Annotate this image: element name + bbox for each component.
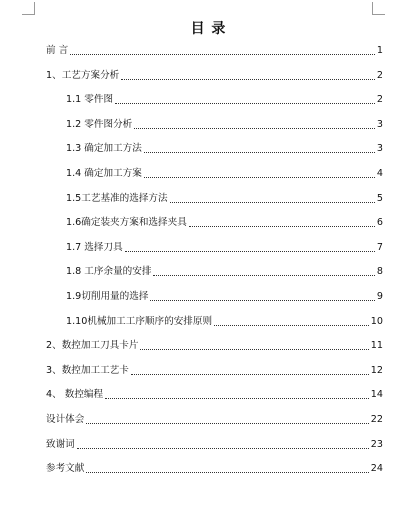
toc-dot-leader [170, 201, 375, 203]
toc-entry-label: 2、数控加工刀具卡片 [46, 340, 139, 352]
toc-entry-page-number: 4 [376, 168, 383, 179]
toc-entry[interactable] [66, 91, 383, 107]
toc-dot-leader [131, 373, 369, 375]
toc-entry[interactable] [46, 362, 383, 378]
crop-mark-top-right [372, 2, 385, 15]
toc-entry-label: 4、 数控编程 [46, 389, 104, 401]
toc-entry-page-number: 6 [376, 217, 383, 229]
toc-entry[interactable] [66, 190, 383, 206]
toc-entry-label: 前 言 [46, 45, 69, 56]
toc-entry[interactable] [66, 140, 383, 156]
toc-entry-page-number: 1 [376, 45, 383, 56]
toc-entry-page-number: 24 [370, 463, 383, 475]
toc-entry-page-number: 2 [376, 94, 383, 106]
toc-entry-page-number: 23 [370, 438, 383, 450]
toc-entry-label: 1.6确定装夹方案和选择夹具 [66, 217, 187, 229]
toc-dot-leader [125, 250, 375, 252]
toc-entry-label: 致谢词 [46, 438, 75, 450]
toc-entry-label: 1.1 零件图 [66, 94, 114, 106]
toc-dot-leader [214, 324, 369, 326]
toc-entry-label: 1.2 零件图分析 [66, 118, 133, 130]
toc-entry-page-number: 3 [376, 118, 383, 130]
toc-entry[interactable] [46, 337, 383, 353]
toc-entry-label: 设计体会 [46, 414, 85, 425]
toc-title: 目 录 [190, 21, 227, 37]
toc-entry[interactable] [46, 42, 383, 58]
crop-mark-top-left [22, 2, 35, 15]
toc-entry-page-number: 14 [370, 389, 383, 401]
toc-dot-leader [140, 348, 368, 350]
toc-entry[interactable] [66, 116, 383, 132]
toc-entry-label: 1.3 确定加工方法 [66, 143, 142, 155]
toc-dot-leader [105, 397, 369, 399]
toc-dot-leader [70, 53, 375, 55]
toc-entry[interactable] [66, 313, 383, 329]
toc-dot-leader [144, 176, 375, 178]
toc-dot-leader [77, 447, 369, 449]
toc-dot-leader [189, 225, 375, 227]
toc-entry-label: 3、数控加工工艺卡 [46, 364, 129, 376]
toc-entry[interactable] [66, 263, 383, 279]
toc-entry-page-number: 3 [376, 143, 383, 155]
toc-dot-leader [153, 274, 374, 276]
toc-entry-page-number: 12 [370, 364, 383, 376]
toc-dot-leader [150, 299, 374, 301]
toc-entry-label: 参考文献 [46, 463, 85, 475]
toc-entry-page-number: 22 [370, 414, 383, 425]
toc-entry[interactable] [46, 67, 383, 83]
toc-entry-page-number: 7 [376, 241, 383, 253]
toc-entry-label: 1.10机械加工工序顺序的安排原则 [66, 315, 213, 327]
toc-entry-page-number: 5 [376, 192, 383, 204]
toc-entry[interactable] [66, 239, 383, 255]
toc-dot-leader [134, 127, 375, 129]
toc-entry[interactable] [46, 386, 383, 402]
toc-entry[interactable] [66, 288, 383, 304]
toc-dot-leader [86, 422, 368, 424]
toc-entry-page-number: 11 [370, 340, 383, 352]
toc-entry-label: 1.5工艺基准的选择方法 [66, 192, 168, 204]
toc-dot-leader [121, 78, 375, 80]
toc-entry-label: 1.7 选择刀具 [66, 241, 123, 253]
toc-entry[interactable] [46, 411, 383, 427]
toc-entry[interactable] [46, 436, 383, 452]
toc-entry[interactable] [66, 214, 383, 230]
toc-entry-label: 1.9切削用量的选择 [66, 291, 149, 302]
toc-entry[interactable] [46, 460, 383, 476]
toc-entry-label: 1.8 工序余量的安排 [66, 266, 152, 278]
toc-entry-page-number: 2 [376, 69, 383, 81]
toc-entry-label: 1、工艺方案分析 [46, 69, 120, 81]
toc-entry-page-number: 9 [376, 291, 383, 302]
toc-entry-page-number: 10 [370, 315, 383, 327]
toc-dot-leader [115, 102, 375, 104]
toc-entry-page-number: 8 [376, 266, 383, 278]
toc-entry-label: 1.4 确定加工方案 [66, 168, 142, 179]
toc-entry[interactable] [66, 165, 383, 181]
toc-dot-leader [86, 471, 368, 473]
toc-dot-leader [144, 151, 375, 153]
